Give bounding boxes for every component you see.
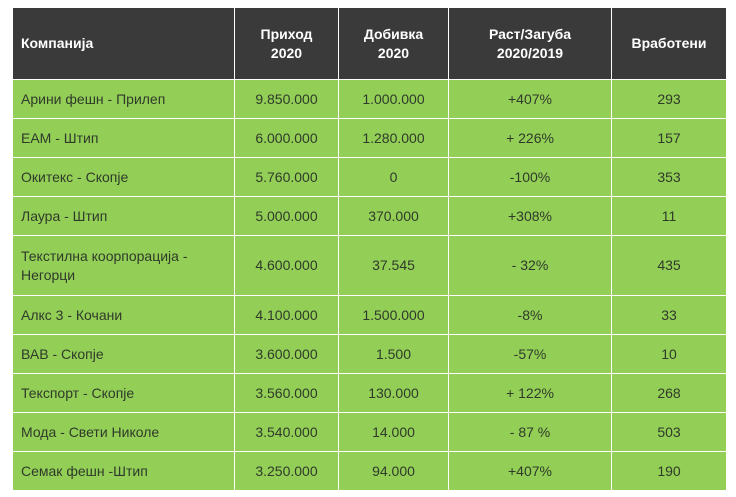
cell-growth: -100%: [449, 158, 612, 197]
table-row: [13, 119, 727, 158]
cell-revenue: 5.760.000: [235, 158, 339, 197]
header-employees-label: Вработени: [631, 35, 707, 51]
companies-table: [12, 7, 727, 491]
cell-employees: 435: [612, 236, 727, 296]
cell-company: Текспорт - Скопје: [13, 374, 235, 413]
cell-company: Алкс 3 - Кочани: [13, 296, 235, 335]
table-row: [13, 335, 727, 374]
table-row: [13, 80, 727, 119]
cell-company: [13, 236, 235, 296]
cell-company: Окитекс - Скопје: [13, 158, 235, 197]
cell-profit: 370.000: [339, 197, 449, 236]
table-row: [13, 158, 727, 197]
cell-growth: + 122%: [449, 374, 612, 413]
cell-profit: 0: [339, 158, 449, 197]
cell-growth: -57%: [449, 335, 612, 374]
cell-revenue: 3.560.000: [235, 374, 339, 413]
cell-revenue: 4.600.000: [235, 236, 339, 296]
cell-employees: 503: [612, 413, 727, 452]
cell-revenue: 3.540.000: [235, 413, 339, 452]
table-row: [13, 374, 727, 413]
cell-profit: 14.000: [339, 413, 449, 452]
cell-growth: - 32%: [449, 236, 612, 296]
cell-revenue: 5.000.000: [235, 197, 339, 236]
cell-profit: 1.280.000: [339, 119, 449, 158]
cell-company: Лаура - Штип: [13, 197, 235, 236]
header-employees: [612, 8, 727, 80]
cell-growth: +407%: [449, 80, 612, 119]
cell-profit: 1.000.000: [339, 80, 449, 119]
cell-revenue: 3.600.000: [235, 335, 339, 374]
header-growth-line2: 2020/2019: [496, 44, 564, 61]
table-row: [13, 197, 727, 236]
cell-profit: 1.500.000: [339, 296, 449, 335]
cell-company: Мода - Свети Николе: [13, 413, 235, 452]
cell-profit: 130.000: [339, 374, 449, 413]
table-row: [13, 296, 727, 335]
cell-employees: 11: [612, 197, 727, 236]
cell-revenue: 9.850.000: [235, 80, 339, 119]
cell-growth: +407%: [449, 452, 612, 491]
header-revenue-line2: 2020: [270, 44, 303, 61]
cell-company: ЕАМ - Штип: [13, 119, 235, 158]
cell-employees: 353: [612, 158, 727, 197]
cell-employees: 33: [612, 296, 727, 335]
cell-profit: 1.500: [339, 335, 449, 374]
cell-growth: -8%: [449, 296, 612, 335]
cell-employees: 157: [612, 119, 727, 158]
cell-profit: 37.545: [339, 236, 449, 296]
header-profit-line1: Добивка: [363, 25, 424, 42]
cell-company: ВАВ - Скопје: [13, 335, 235, 374]
cell-growth: - 87 %: [449, 413, 612, 452]
cell-profit: 94.000: [339, 452, 449, 491]
cell-growth: +308%: [449, 197, 612, 236]
cell-company-line1: Текстилна коорпорација -: [21, 247, 188, 264]
cell-revenue: 4.100.000: [235, 296, 339, 335]
header-company: [13, 8, 235, 80]
cell-growth: + 226%: [449, 119, 612, 158]
header-growth-line1: Раст/Загуба: [488, 25, 572, 42]
cell-employees: 268: [612, 374, 727, 413]
cell-company-line2: Негорци: [21, 266, 76, 283]
header-growth: [449, 8, 612, 80]
header-profit-line2: 2020: [377, 44, 410, 61]
table-row: [13, 452, 727, 491]
table-header-row: [13, 8, 727, 80]
header-company-label: Компанија: [21, 35, 94, 51]
table-row: [13, 413, 727, 452]
cell-company: Арини фешн - Прилеп: [13, 80, 235, 119]
table-row: [13, 236, 727, 296]
cell-revenue: 6.000.000: [235, 119, 339, 158]
header-profit: [339, 8, 449, 80]
cell-employees: 10: [612, 335, 727, 374]
header-revenue-line1: Приход: [260, 25, 313, 42]
cell-employees: 190: [612, 452, 727, 491]
cell-company: Семак фешн -Штип: [13, 452, 235, 491]
cell-employees: 293: [612, 80, 727, 119]
header-revenue: [235, 8, 339, 80]
cell-revenue: 3.250.000: [235, 452, 339, 491]
